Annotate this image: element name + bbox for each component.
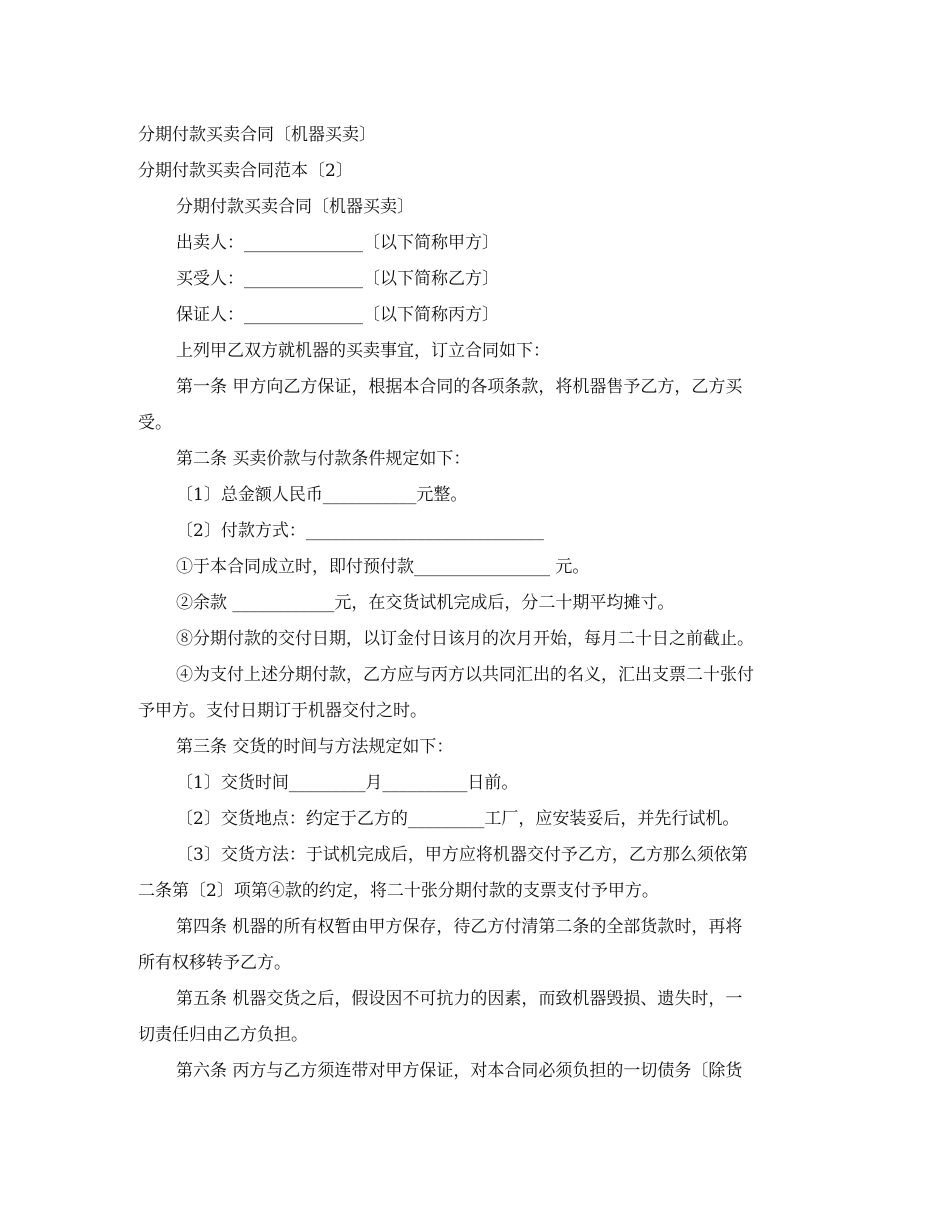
article-3-item-3-line-2: 二条第〔2〕项第④款的约定，将二十张分期付款的支票支付予甲方。 — [138, 881, 659, 901]
article-1-line-2: 受。 — [138, 413, 172, 433]
article-2-sub-1: ①于本合同成立时，即付预付款________________ 元。 — [176, 557, 590, 577]
guarantor-line: 保证人：______________〔以下简称丙方〕 — [176, 305, 499, 325]
contract-heading: 分期付款买卖合同〔机器买卖〕 — [176, 197, 414, 217]
article-2-item-1: 〔1〕总金额人民币___________元整。 — [176, 485, 468, 505]
article-4-line-1: 第四条 机器的所有权暂由甲方保存，待乙方付清第二条的全部货款时，再将 — [176, 917, 743, 937]
article-5-line-1: 第五条 机器交货之后，假设因不可抗力的因素，而致机器毁损、遗失时，一 — [176, 989, 743, 1009]
article-2-heading: 第二条 买卖价款与付款条件规定如下： — [176, 449, 471, 469]
article-2-item-2: 〔2〕付款方式：____________________________ — [176, 521, 544, 541]
document-page — [138, 117, 814, 1089]
article-2-sub-3: ⑧分期付款的交付日期，以订金付日该月的次月开始，每月二十日之前截止。 — [176, 629, 754, 649]
buyer-line: 买受人：______________〔以下简称乙方〕 — [176, 269, 499, 289]
article-5-line-2: 切责任归由乙方负担。 — [138, 1025, 308, 1045]
article-3-item-2: 〔2〕交货地点：约定于乙方的_________工厂，应安装妥后，并先行试机。 — [176, 809, 740, 829]
article-1-line-1: 第一条 甲方向乙方保证，根据本合同的各项条款，将机器售予乙方，乙方买 — [176, 377, 743, 397]
seller-line: 出卖人：______________〔以下简称甲方〕 — [176, 233, 499, 253]
doc-subtitle: 分期付款买卖合同范本〔2〕 — [138, 161, 353, 181]
preamble-line: 上列甲乙双方就机器的买卖事宜，订立合同如下： — [176, 341, 550, 361]
article-4-line-2: 所有权移转予乙方。 — [138, 953, 291, 973]
article-2-sub-2: ②余款 ____________元，在交货试机完成后，分二十期平均摊寸。 — [176, 593, 675, 613]
article-2-sub-4-line-2: 予甲方。支付日期订于机器交付之时。 — [138, 701, 427, 721]
article-6-line-1: 第六条 丙方与乙方须连带对甲方保证，对本合同必须负担的一切债务〔除货 — [176, 1061, 743, 1081]
article-3-item-3-line-1: 〔3〕交货方法：于试机完成后，甲方应将机器交付予乙方，乙方那么须依第 — [176, 845, 748, 865]
article-2-sub-4-line-1: ④为支付上述分期付款，乙方应与丙方以共同汇出的名义，汇出支票二十张付 — [176, 665, 754, 685]
article-3-item-1: 〔1〕交货时间_________月__________日前。 — [176, 773, 519, 793]
article-3-heading: 第三条 交货的时间与方法规定如下： — [176, 737, 454, 757]
doc-title: 分期付款买卖合同〔机器买卖〕 — [138, 125, 376, 145]
